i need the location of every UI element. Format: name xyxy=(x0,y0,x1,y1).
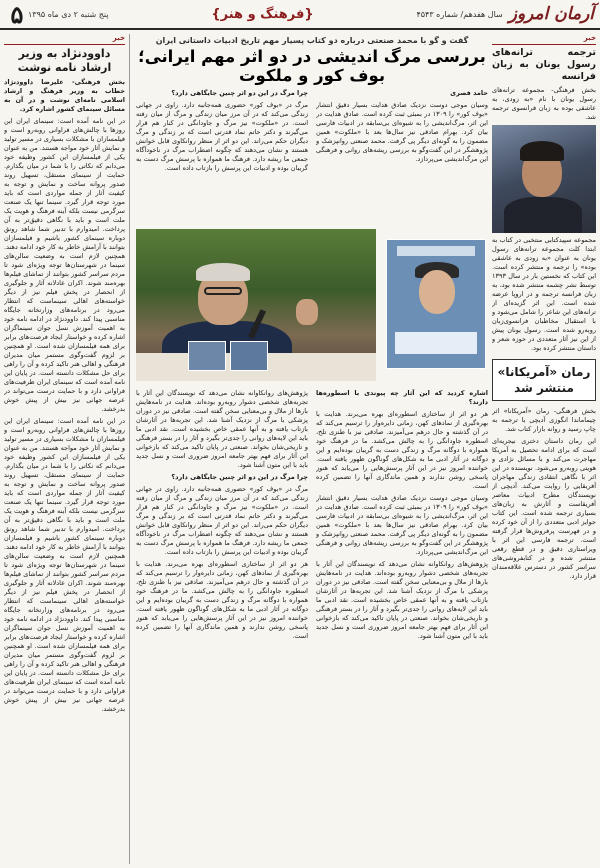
photo-glasses xyxy=(204,287,242,295)
article-body: مجموعه سپیدکتابی منتخبی در کتاب به ابتدا کلت مجموعه ترانه‌های رسول یونان به عنوان «به زودی به عاشقی بوده» را ترجمه و منتشر کرده است. این کتاب که نخستین بار در سال ۱۳۹۳ توسط نشر چشمه منتشر شده بود، به زبان فرانسه ترجمه و در اروپا عرضه شده است. این اثر گزیده‌ای از ترانه‌های این شاعر را شامل می‌شود و با استقبال مخاطبان فرانسوی‌زبان روبه‌رو شده است. رسول یونان پیش از این نیز آثار متعددی در حوزه شعر و داستان منتشر کرده بود. xyxy=(492,236,596,352)
photo-hair xyxy=(520,141,564,161)
masthead xyxy=(416,4,594,24)
article-body: در این نامه آمده است: سینمای ایران این روزها با چالش‌های فراوانی روبه‌رو است و فیلمسازان با مشکلات بسیاری در مسیر تولید و نمایش آثار خود مواجه هستند. من به عنوان یکی از فیلمسازان این کشور وظیفه خود می‌دانم که نکاتی را با شما در میان بگذارم. حمایت از سینمای مستقل، تسهیل روند صدور پروانه ساخت و نمایش و توجه به کیفیت آثار از جمله مواردی است که باید مورد توجه قرار گیرد. سینما تنها یک صنعت سرگرمی نیست بلکه آینه فرهنگ و هویت یک ملت است و باید با نگاهی دقیق‌تر به آن پرداخت. امیدوارم با تدبیر شما شاهد رونق دوباره سینمای کشور باشیم و فیلمسازان بتوانند با آرامش خاطر به کار خود ادامه دهند. همچنین لازم است به وضعیت سالن‌های سینما در شهرستان‌ها توجه ویژه‌ای شود تا مردم سراسر کشور بتوانند از تماشای فیلم‌ها بهره‌مند شوند. اکران عادلانه آثار و جلوگیری از انحصار در پخش فیلم نیز از دیگر خواسته‌های اهالی سینماست که انتظار می‌رود در برنامه‌های وزارتخانه جایگاه مناسبی پیدا کند. داوودنژاد در ادامه نامه خود به اهمیت آموزش نسل جوان سینماگران اشاره کرده و خواستار ایجاد فرصت‌های برابر برای همه فیلمسازان شده است. او همچنین بر لزوم گفت‌وگوی مستمر میان مدیران فرهنگی و اهالی هنر تاکید کرده و آن را راهی برای حل مشکلات دانسته است. در پایان این نامه آمده است که سینمای ایران ظرفیت‌های فراوانی دارد و با حمایت درست می‌تواند در عرصه جهانی نیز بیش از پیش خوش بدرخشد. xyxy=(4,417,125,713)
article-column-a xyxy=(316,89,488,229)
photo-hand xyxy=(296,299,318,325)
right-column xyxy=(492,34,596,864)
interview-photo xyxy=(136,229,376,381)
paragraph: مرگ در «بوف کور» حضوری همه‌جانبه دارد. راوی در جهانی زندگی می‌کند که در آن مرز میان زندگی و مرگ از میان رفته است. در «ملکوت» نیز مرگ و جاودانگی در کنار هم قرار می‌گیرند و دکتر حاتم نماد قدرتی است که بر زندگی و مرگ دیگران حکم می‌راند. این دو اثر از منظر روانکاوی قابل خوانش هستند و نشان می‌دهند که چگونه اضطراب مرگ در ناخودآگاه جمعی ما ریشه دارد. فرهنگ ما همواره با پرسش مرگ دست به گریبان بوده و ادبیات این پرسش را بازتاب داده است. xyxy=(136,101,308,172)
newspaper-logo: آرمان امروز xyxy=(508,4,594,24)
article-body: در این نامه آمده است: سینمای ایران این روزها با چالش‌های فراوانی روبه‌رو است و فیلمسازان با مشکلات بسیاری در مسیر تولید و نمایش آثار خود مواجه هستند. من به عنوان یکی از فیلمسازان این کشور وظیفه خود می‌دانم که نکاتی را با شما در میان بگذارم. حمایت از سینمای مستقل، تسهیل روند صدور پروانه ساخت و نمایش و توجه به کیفیت آثار از جمله مواردی است که باید مورد توجه قرار گیرد. سینما تنها یک صنعت سرگرمی نیست بلکه آینه فرهنگ و هویت یک ملت است و باید با نگاهی دقیق‌تر به آن پرداخت. امیدوارم با تدبیر شما شاهد رونق دوباره سینمای کشور باشیم و فیلمسازان بتوانند با آرامش خاطر به کار خود ادامه دهند. همچنین لازم است به وضعیت سالن‌های سینما در شهرستان‌ها توجه ویژه‌ای شود تا مردم سراسر کشور بتوانند از تماشای فیلم‌ها بهره‌مند شوند. اکران عادلانه آثار و جلوگیری از انحصار در پخش فیلم نیز از دیگر خواسته‌های اهالی سینماست که انتظار می‌رود در برنامه‌های وزارتخانه جایگاه مناسبی پیدا کند. داوودنژاد در ادامه نامه خود به اهمیت آموزش نسل جوان سینماگران اشاره کرده و خواستار ایجاد فرصت‌های برابر برای همه فیلمسازان شده است. او همچنین بر لزوم گفت‌وگوی مستمر میان مدیران فرهنگی و اهالی هنر تاکید کرده و آن را راهی برای حل مشکلات دانسته است. در پایان این نامه آمده است که سینمای ایران ظرفیت‌های فراوانی دارد و با حمایت درست می‌تواند در عرصه جهانی نیز بیش از پیش خوش بدرخشد. xyxy=(4,117,125,413)
paragraph: پژوهش‌های روانکاوانه نشان می‌دهد که نویسندگان این آثار با تجربه‌های شخصی دشوار روبه‌رو بوده‌اند. هدایت در نامه‌هایش بارها از ملال و بی‌معنایی سخن گفته است. صادقی نیز در دوران پزشکی با مرگ از نزدیک آشنا شد. این تجربه‌ها در آثارشان بازتاب یافته و به آنها عمقی خاص بخشیده است. نقد ادبی ما باید این لایه‌های روانی را جدی‌تر بگیرد و آثار را در بستر فرهنگی و تاریخی‌شان بخواند. صنعتی در پایان تاکید می‌کند که بازخوانی این آثار برای فهم بهتر جامعه امروز ضروری است و نسل جدید باید با این متون آشنا شود. xyxy=(136,389,308,469)
boxed-headline: رمان «آمریکانا» منتشر شد xyxy=(492,359,596,401)
paragraph: پژوهش‌های روانکاوانه نشان می‌دهد که نویسندگان این آثار با تجربه‌های شخصی دشوار روبه‌رو بوده‌اند. هدایت در نامه‌هایش بارها از ملال و بی‌معنایی سخن گفته است. صادقی نیز در دوران پزشکی با مرگ از نزدیک آشنا شد. این تجربه‌ها در آثارشان بازتاب یافته و به آنها عمقی خاص بخشیده است. نقد ادبی ما باید این لایه‌های روانی را جدی‌تر بگیرد و آثار را در بستر فرهنگی و تاریخی‌شان بخواند. صنعتی در پایان تاکید می‌کند که بازخوانی این آثار برای فهم بهتر جامعه امروز ضروری است و نسل جدید باید با این متون آشنا شود. xyxy=(316,560,488,640)
box-body: این رمان داستان دختری نیجریه‌ای است که برای ادامه تحصیل به آمریکا مهاجرت می‌کند و با مسائل نژادی و هویتی روبه‌رو می‌شود. نویسنده در این اثر با نگاهی انتقادی زندگی مهاجران آفریقایی را روایت می‌کند. آدیچی از نویسندگان مطرح ادبیات معاصر آفریقاست و آثارش به زبان‌های بسیاری ترجمه شده است. این کتاب جوایز ادبی متعددی را از آن خود کرده و در فهرست پرفروش‌ها قرار گرفته است. ترجمه فارسی این اثر با ویراستاری دقیق و در قطع رقعی منتشر شده و در کتابفروشی‌های سراسر کشور در دسترس علاقه‌مندان قرار دارد. xyxy=(492,437,596,580)
issue-number: سال هفدهم/ شماره ۴۵۴۳ xyxy=(416,9,503,19)
question: اشاره کردید که این آثار چه پیوندی با اسطوره‌ها دارند؟ xyxy=(316,389,488,406)
article-headline: بررسی مرگ اندیشی در دو اثر مهم ایرانی؛ بوف کور و ملکوت xyxy=(138,47,486,85)
byline: حامد فصری xyxy=(450,89,488,97)
paragraph: هر دو اثر از ساختاری اسطوره‌ای بهره می‌برند. هدایت با بهره‌گیری از نمادهای کهن، زمانی دایره‌وار را ترسیم می‌کند که در آن گذشته و حال درهم می‌آمیزند. صادقی نیز با طنزی تلخ، اسطوره جاودانگی را به چالش می‌کشد. ما در فرهنگ خود همواره با دوگانه مرگ و زندگی دست به گریبان بوده‌ایم و این دوگانه در آثار ادبی ما به شکل‌های گوناگون ظهور یافته است. خواننده امروز نیز در این آثار پرسش‌هایی را می‌یابد که هنوز پاسخی روشن ندارند و همین ماندگاری آنها را تضمین کرده است. xyxy=(316,410,488,490)
paragraph: هر دو اثر از ساختاری اسطوره‌ای بهره می‌برند. هدایت با بهره‌گیری از نمادهای کهن، زمانی دایره‌وار را ترسیم می‌کند که در آن گذشته و حال درهم می‌آمیزند. صادقی نیز با طنزی تلخ، اسطوره جاودانگی را به چالش می‌کشد. ما در فرهنگ خود همواره با دوگانه مرگ و زندگی دست به گریبان بوده‌ایم و این دوگانه در آثار ادبی ما به شکل‌های گوناگون ظهور یافته است. خواننده امروز نیز در این آثار پرسش‌هایی را می‌یابد که هنوز پاسخی روشن ندارند و همین ماندگاری آنها را تضمین کرده است. xyxy=(136,560,308,640)
cover-band xyxy=(397,246,475,256)
cover-title-band xyxy=(395,332,477,354)
article-column-b xyxy=(136,89,308,227)
paragraph: وسیان موجی دوست نزدیک صادق هدایت بسیار دقیق انتشار «بوف کور» را ۱۳۰۹ در بمبئی ثبت کرده است. صادق هدایت در این اثر، مرگ‌اندیشی را به شیوه‌ای بی‌سابقه در ادبیات فارسی بیان کرد. بهرام صادقی نیز سال‌ها بعد با «ملکوت» همین مضمون را به گونه‌ای دیگر پی گرفت. محمد صنعتی روانپزشک و پژوهشگر در این گفت‌وگو به بررسی ریشه‌های روانی و فرهنگی این مرگ‌اندیشی می‌پردازد. xyxy=(316,101,488,163)
article-kicker: گفت و گو با محمد صنعتی درباره دو کتاب پسیار مهم تاریخ ادبیات داستانی ایران xyxy=(155,36,469,45)
main-article xyxy=(136,34,488,864)
article-column-d xyxy=(136,389,308,849)
paragraph: وسیان موجی دوست نزدیک صادق هدایت بسیار دقیق انتشار «بوف کور» را ۱۳۰۹ در بمبئی ثبت کرده است. صادق هدایت در این اثر، مرگ‌اندیشی را به شیوه‌ای بی‌سابقه در ادبیات فارسی بیان کرد. بهرام صادقی نیز سال‌ها بعد با «ملکوت» همین مضمون را به گونه‌ای دیگر پی گرفت. محمد صنعتی روانپزشک و پژوهشگر در این گفت‌وگو به بررسی ریشه‌های روانی و فرهنگی این مرگ‌اندیشی می‌پردازد. xyxy=(316,494,488,556)
page-header xyxy=(0,0,600,30)
article-title: ترجمه ترانه‌های رسول یونان به زبان فرانسه xyxy=(492,47,596,82)
article-lead: بخش فرهنگی- علیرضا داوودنژاد خطاب به وزیر فرهنگ و ارشاد اسلامی نامه‌ای نوشت و در آن به مسائل سینمای کشور اشاره کرد. xyxy=(4,78,125,113)
left-column xyxy=(4,34,130,864)
book-icon xyxy=(230,341,268,371)
article-body-area xyxy=(136,89,488,849)
author-photo xyxy=(492,125,596,233)
issue-date: پنج شنبه ۲ دی ماه ۱۳۹۵ xyxy=(28,9,109,19)
header-left xyxy=(6,0,109,29)
article-title: داوودنژاد به وزیر ارشاد نامه نوشت xyxy=(17,47,112,74)
book-cover-image xyxy=(386,239,486,369)
paragraph: مرگ در «بوف کور» حضوری همه‌جانبه دارد. راوی در جهانی زندگی می‌کند که در آن مرز میان زندگی و مرگ از میان رفته است. در «ملکوت» نیز مرگ و جاودانگی در کنار هم قرار می‌گیرند و دکتر حاتم نماد قدرتی است که بر زندگی و مرگ دیگران حکم می‌راند. این دو اثر از منظر روانکاوی قابل خوانش هستند و نشان می‌دهند که چگونه اضطراب مرگ در ناخودآگاه جمعی ما ریشه دارد. فرهنگ ما همواره با پرسش مرگ دست به گریبان بوده و ادبیات این پرسش را بازتاب داده است. xyxy=(136,485,308,556)
photo-body xyxy=(504,197,582,233)
book-icon xyxy=(188,341,226,371)
article-lead: بخش فرهنگی- مجموعه ترانه‌های رسول یونان با نام «به زودی، به عاشقی بوده به زبان فرانسوی ترجمه شد. xyxy=(492,86,596,121)
news-tag: خبر xyxy=(492,34,596,45)
article-column-c xyxy=(316,389,488,849)
page-number: ۵ xyxy=(10,0,24,29)
news-tag: خبر xyxy=(4,34,125,45)
cover-face xyxy=(419,270,455,314)
question: چرا مرگ در این دو اثر چنین جایگاهی دارد؟ xyxy=(171,473,308,481)
question: چرا مرگ در این دو اثر چنین جایگاهی دارد؟ xyxy=(171,89,308,97)
box-lead: بخش فرهنگی- رمان «آمریکانا» اثر چیماماندا انگوزی آدیچی با ترجمه به چاپ رسید و روانه بازار کتاب شد. xyxy=(492,407,596,433)
photo-hair xyxy=(196,263,250,281)
section-title: {فرهنگ و هنر} xyxy=(211,6,314,22)
